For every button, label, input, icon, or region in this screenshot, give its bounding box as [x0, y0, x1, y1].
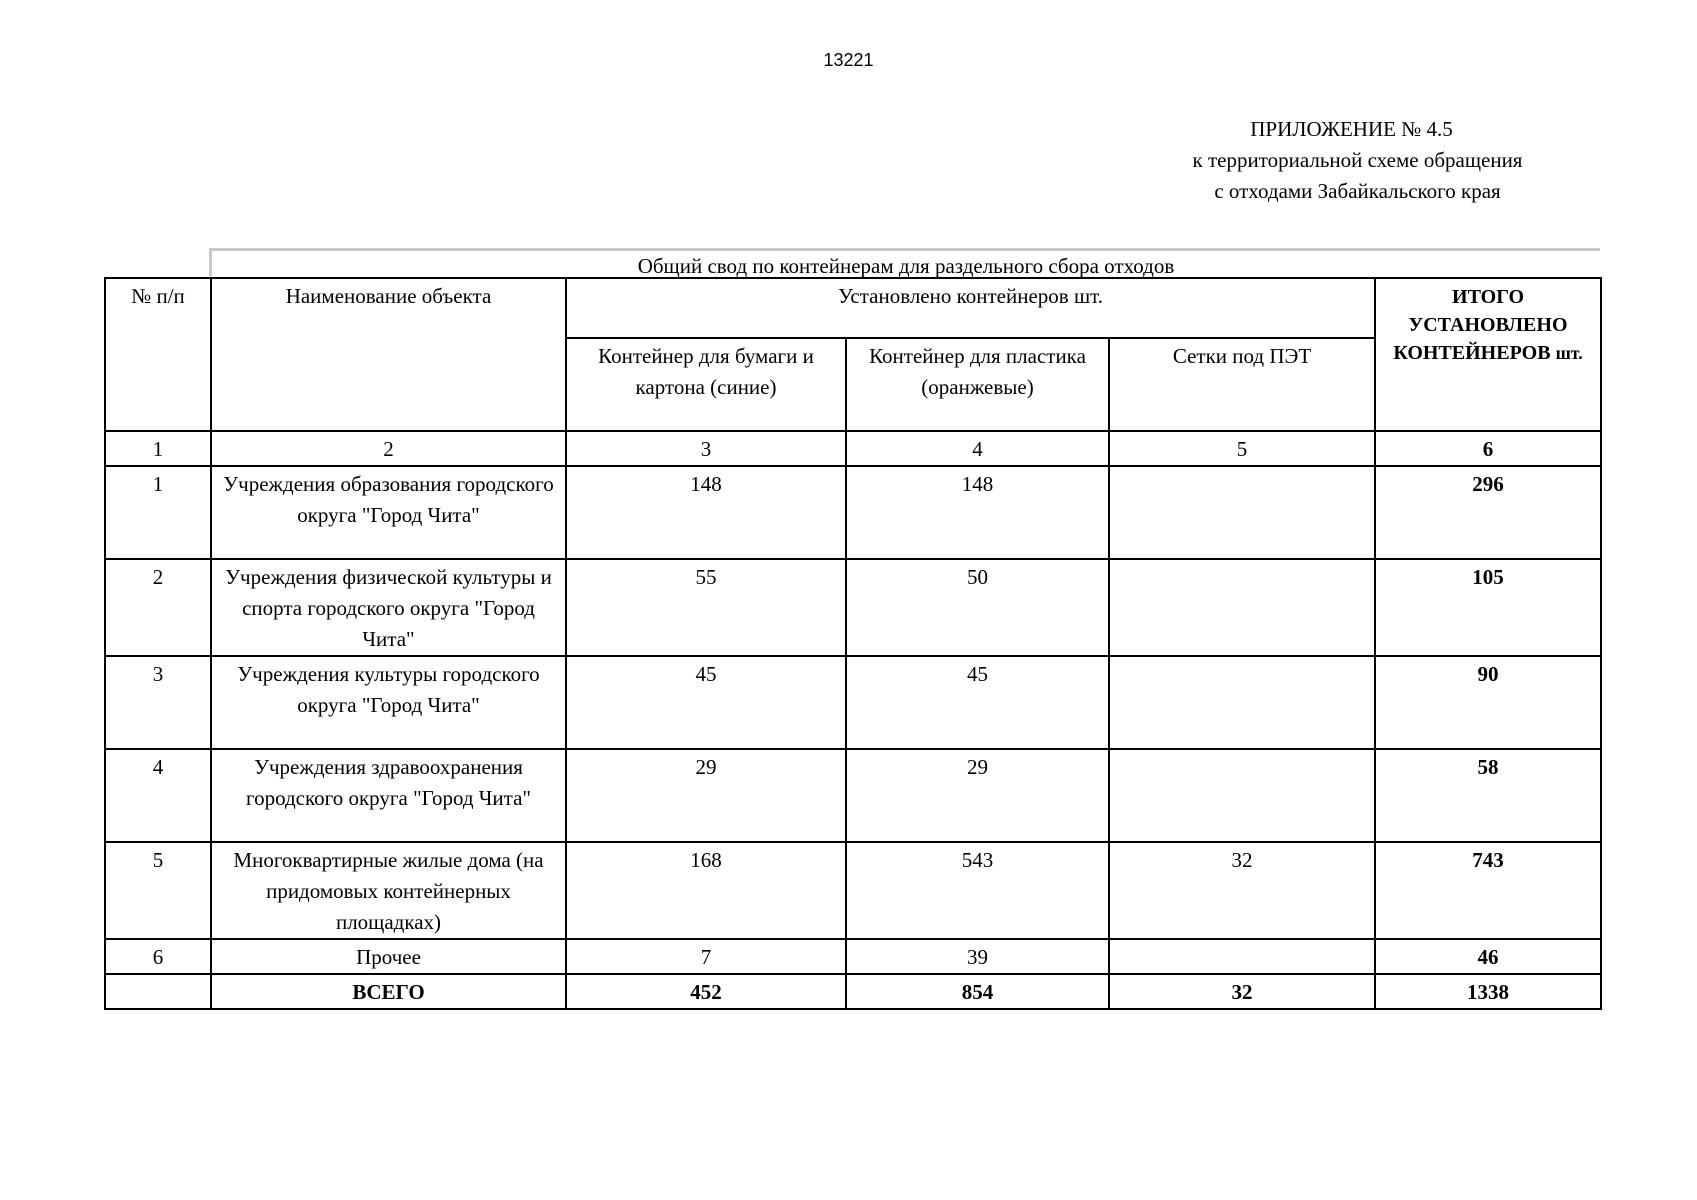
row-pet: [1109, 939, 1375, 974]
row-name: Учреждения физической культуры и спорта городского округа "Город Чита": [211, 559, 566, 656]
table-row: [105, 656, 1601, 749]
appendix-line-2: с отходами Забайкальского края: [1214, 179, 1501, 203]
row-plastic: 45: [846, 656, 1109, 749]
totals-total: 1338: [1375, 974, 1601, 1009]
row-plastic: 29: [846, 749, 1109, 842]
totals-plastic: 854: [846, 974, 1109, 1009]
row-paper: 55: [566, 559, 846, 656]
row-plastic: 543: [846, 842, 1109, 939]
row-plastic: 39: [846, 939, 1109, 974]
row-pet: [1109, 656, 1375, 749]
row-pet: [1109, 466, 1375, 559]
header-total-main: ИТОГО УСТАНОВЛЕНО КОНТЕЙНЕРОВ: [1393, 286, 1568, 364]
row-total: 105: [1375, 559, 1601, 656]
row-total: 58: [1375, 749, 1601, 842]
table-title: Общий свод по контейнерам для раздельного сбора отходов: [209, 248, 1600, 276]
header-installed: Установлено контейнеров шт.: [566, 278, 1375, 338]
index-cell: 6: [1375, 431, 1601, 466]
row-pet: 32: [1109, 842, 1375, 939]
row-pet: [1109, 749, 1375, 842]
header-total: [1375, 278, 1601, 431]
row-name: Прочее: [211, 939, 566, 974]
header-name: Наименование объекта: [211, 278, 566, 431]
header-plastic: Контейнер для пластика (оранжевые): [846, 338, 1109, 431]
row-name: Учреждения культуры городского округа "Город Чита": [211, 656, 566, 749]
index-cell: 3: [566, 431, 846, 466]
row-pet: [1109, 559, 1375, 656]
row-num: 1: [105, 466, 211, 559]
row-plastic: 148: [846, 466, 1109, 559]
row-plastic: 50: [846, 559, 1109, 656]
page-number: 13221: [823, 50, 874, 70]
header-paper: Контейнер для бумаги и картона (синие): [566, 338, 846, 431]
index-cell: 1: [105, 431, 211, 466]
row-paper: 168: [566, 842, 846, 939]
row-total: 296: [1375, 466, 1601, 559]
index-cell: 5: [1109, 431, 1375, 466]
table-row: [105, 749, 1601, 842]
header-row-1: [105, 278, 1601, 338]
row-num: 6: [105, 939, 211, 974]
row-num: 3: [105, 656, 211, 749]
table-row: [105, 466, 1601, 559]
index-cell: 2: [211, 431, 566, 466]
table-row: [105, 842, 1601, 939]
table-row: [105, 939, 1601, 974]
totals-label: ВСЕГО: [211, 974, 566, 1009]
row-num: 5: [105, 842, 211, 939]
index-cell: 4: [846, 431, 1109, 466]
row-num: 4: [105, 749, 211, 842]
row-name: Учреждения образования городского округа "Город Чита": [211, 466, 566, 559]
appendix-title: ПРИЛОЖЕНИЕ № 4.5: [1250, 117, 1453, 141]
row-paper: 29: [566, 749, 846, 842]
row-name: Учреждения здравоохранения городского округа "Город Чита": [211, 749, 566, 842]
header-total-unit: шт.: [1555, 343, 1583, 363]
totals-num: [105, 974, 211, 1009]
appendix-block: [1130, 114, 1585, 207]
totals-pet: 32: [1109, 974, 1375, 1009]
row-total: 46: [1375, 939, 1601, 974]
header-pet: Сетки под ПЭТ: [1109, 338, 1375, 431]
index-row: [105, 431, 1601, 466]
header-num: № п/п: [105, 278, 211, 431]
row-name: Многоквартирные жилые дома (на придомовых контейнерных площадках): [211, 842, 566, 939]
totals-row: [105, 974, 1601, 1009]
row-total: 743: [1375, 842, 1601, 939]
row-num: 2: [105, 559, 211, 656]
totals-paper: 452: [566, 974, 846, 1009]
row-paper: 148: [566, 466, 846, 559]
table-row: [105, 559, 1601, 656]
row-total: 90: [1375, 656, 1601, 749]
row-paper: 7: [566, 939, 846, 974]
containers-summary-table: [104, 277, 1602, 1010]
row-paper: 45: [566, 656, 846, 749]
appendix-line-1: к территориальной схеме обращения: [1192, 148, 1523, 172]
